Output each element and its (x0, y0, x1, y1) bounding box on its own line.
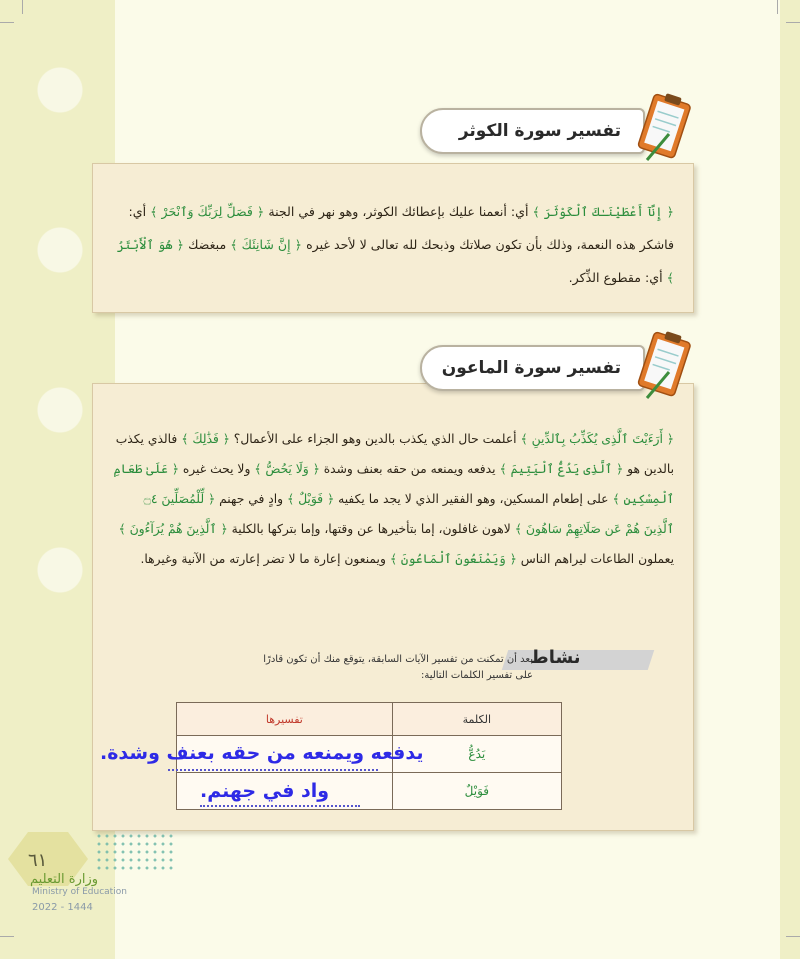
quran-verse: ﴿ هُوَ ٱلْأَبْتَرُ ﴾ (117, 237, 674, 285)
crop-mark (786, 22, 800, 23)
quran-verse: ﴿ إِنَّآ أَعْطَيْنَـٰكَ ٱلْكَوْثَرَ ﴾ (532, 204, 674, 219)
explanation-text: أي: مقطوع الذِّكر. (568, 270, 667, 285)
explanation-text: لاهون غافلون، إما بتأخيرها عن وقتها، وإما بتركها بالكلية (227, 522, 515, 536)
crop-mark (777, 0, 778, 14)
table-header-meaning: تفسيرها (177, 703, 393, 736)
section-kawthar-title: تفسير سورة الكوثر (458, 121, 621, 141)
explanation-text: يعملون الطاعات ليراهم الناس (516, 552, 674, 566)
quran-verse: ﴿ ٱلَّذِينَ هُمْ يُرَآءُونَ ﴾ (118, 522, 228, 536)
handwritten-answer: يدفعه ويمنعه من حقه بعنف وشدة. (100, 742, 424, 764)
crop-mark (0, 22, 14, 23)
quran-verse: ﴿ وَيَمْنَعُونَ ٱلْمَاعُونَ ﴾ (389, 552, 517, 566)
section-kawthar-title-banner (420, 108, 645, 154)
explanation-text: ولا يحث غيره (178, 462, 255, 476)
explanation-text: أي: فاشكر هذه النعمة، وذلك بأن تكون صلاتك وذبحك لله تعالى لا لأحد غيره (128, 204, 674, 252)
table-header-word: الكلمة (392, 703, 561, 736)
decorative-border-right (780, 0, 800, 959)
quran-verse: ﴿ لِّلْمُصَلِّينَ ۝٤ ٱلَّذِينَ هُمْ عَن صَلَاتِهِمْ سَاهُونَ ﴾ (143, 492, 674, 536)
clipboard-icon (635, 90, 693, 164)
ministry-logo-text: وزارة التعليم (30, 872, 99, 887)
answer-dotted-line (200, 805, 360, 807)
crop-mark (0, 936, 14, 937)
quran-verse: ﴿ ٱلَّذِى يَدُعُّ ٱلْيَتِيمَ ﴾ (499, 462, 624, 476)
section-maun-text (112, 424, 674, 574)
dot-pattern (95, 832, 175, 872)
table-header-row (177, 703, 562, 736)
clipboard-icon (635, 328, 693, 402)
explanation-text: فالذي يكذب بالدين هو (115, 432, 674, 476)
activity-label: نشاط (530, 647, 581, 668)
explanation-text: مبغضك (184, 237, 231, 252)
quran-verse: ﴿ فَذَٰلِكَ ﴾ (181, 432, 230, 446)
ministry-logo-text-en: Ministry of Education (32, 887, 127, 897)
quran-verse: ﴿ فَصَلِّ لِرَبِّكَ وَٱنْحَرْ ﴾ (150, 204, 265, 219)
explanation-text: يدفعه ويمنعه من حقه بعنف وشدة (319, 462, 500, 476)
explanation-text: أعلمت حال الذي يكذب بالدين وهو الجزاء على الأعمال؟ (229, 432, 521, 446)
activity-instruction: بعد أن تمكنت من تفسير الآيات السابقة، يتوقع منك أن تكون قادرًا على تفسير الكلمات التالية: (263, 654, 533, 681)
quran-verse: ﴿ أَرَءَيْتَ ٱلَّذِى يُكَذِّبُ بِٱلدِّينِ ﴾ (520, 432, 674, 446)
section-kawthar-text (112, 195, 674, 294)
word-cell (392, 773, 561, 810)
quran-verse: ﴿ إِنَّ شَانِئَكَ ﴾ (230, 237, 303, 252)
page-number: ٦١ (28, 850, 48, 871)
crop-mark (786, 936, 800, 937)
crop-mark (22, 0, 23, 14)
section-maun-title-banner (420, 345, 645, 391)
handwritten-answer: واد في جهنم. (200, 780, 330, 802)
quran-verse: ﴿ وَلَا يَحُضُّ ﴾ (254, 462, 320, 476)
explanation-text: ويمنعون إعارة ما لا تضر إعارته من الآنية وغيرها. (140, 552, 390, 566)
answer-dotted-line (168, 769, 378, 771)
explanation-text: على إطعام المسكين، وهو الفقير الذي لا يجد ما يكفيه (334, 492, 613, 506)
section-maun-title: تفسير سورة الماعون (441, 358, 621, 378)
quran-verse: ﴿ عَلَىٰ طَعَامِ ٱلْمِسْكِينِ ﴾ (113, 462, 674, 506)
explanation-text: أي: أنعمنا عليك بإعطائك الكوثر، وهو نهر في الجنة (264, 204, 533, 219)
edition-year: 2022 - 1444 (32, 902, 93, 913)
word-text: يَدُعُّ (468, 747, 486, 761)
explanation-text: وادٍ في جهنم (215, 492, 287, 506)
word-text: فَوَيْلٌ (464, 784, 490, 798)
quran-verse: ﴿ فَوَيْلٌ ﴾ (286, 492, 335, 506)
